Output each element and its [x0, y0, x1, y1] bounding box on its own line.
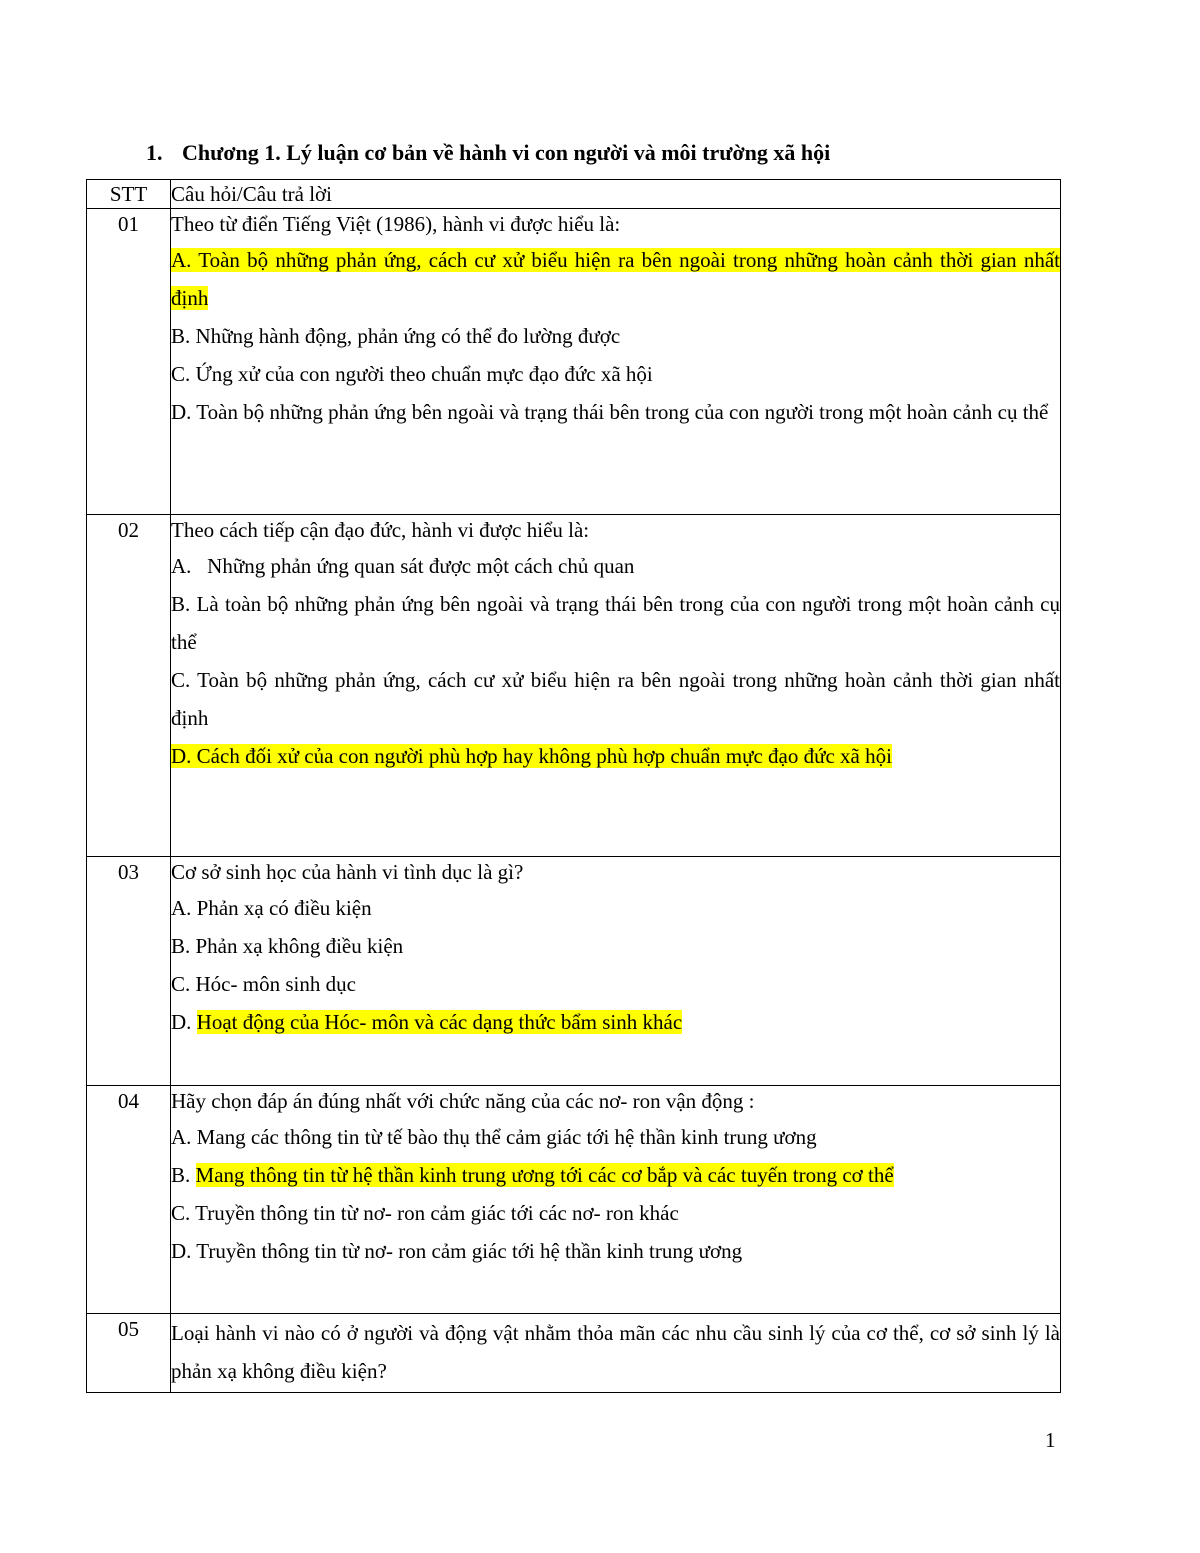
question-text: Theo từ điển Tiếng Việt (1986), hành vi được hiểu là: — [171, 212, 621, 236]
answer-option: B. Những hành động, phản ứng có thể đo lường được — [171, 324, 621, 348]
page-number: 1 — [1045, 1428, 1056, 1452]
row-stt: 05 — [87, 1314, 171, 1393]
row-content — [171, 515, 1061, 857]
table-header-row — [87, 180, 1061, 209]
section-heading — [146, 140, 830, 166]
answer-option — [171, 1156, 1060, 1194]
table-row — [87, 209, 1061, 515]
answer-option: C. Hóc- môn sinh dục — [171, 972, 356, 996]
table-row — [87, 515, 1061, 857]
answer-prefix: D. — [171, 1010, 197, 1034]
question-text: Cơ sở sinh học của hành vi tình dục là gì? — [171, 860, 524, 884]
row-content — [171, 1086, 1061, 1314]
answer-option: C. Ứng xử của con người theo chuẩn mực đạo đức xã hội — [171, 362, 653, 386]
question-text: Theo cách tiếp cận đạo đức, hành vi được hiểu là: — [171, 518, 590, 542]
answer-option: C. Toàn bộ những phản ứng, cách cư xử biểu hiện ra bên ngoài trong những hoàn cảnh thời gian nhất định — [171, 668, 1060, 730]
question-text: Loại hành vi nào có ở người và động vật nhằm thỏa mãn các nhu cầu sinh lý của cơ thể, cơ sở sinh lý là phản xạ không điều kiện? — [171, 1321, 1060, 1383]
answer-option: D. Truyền thông tin từ nơ- ron cảm giác tới hệ thần kinh trung ương — [171, 1239, 743, 1263]
table-row — [87, 1086, 1061, 1314]
row-content — [171, 209, 1061, 515]
answer-prefix: B. — [171, 1163, 196, 1187]
header-stt: STT — [87, 180, 171, 209]
answer-option-correct: Mang thông tin từ hệ thần kinh trung ương tới các cơ bắp và các tuyến trong cơ thể — [195, 1163, 894, 1187]
heading-number: 1. — [146, 140, 163, 165]
row-stt: 01 — [87, 209, 171, 515]
answer-option: A. Những phản ứng quan sát được một cách chủ quan — [171, 554, 635, 578]
answer-option-correct: A. Toàn bộ những phản ứng, cách cư xử biểu hiện ra bên ngoài trong những hoàn cảnh thời gian nhất định — [171, 248, 1060, 310]
row-stt: 02 — [87, 515, 171, 857]
heading-title: Chương 1. Lý luận cơ bản về hành vi con người và môi trường xã hội — [182, 140, 831, 165]
question-table — [86, 179, 1061, 1393]
answer-option: A. Phản xạ có điều kiện — [171, 896, 372, 920]
header-content: Câu hỏi/Câu trả lời — [171, 180, 1061, 209]
answer-option: B. Phản xạ không điều kiện — [171, 934, 404, 958]
row-content — [171, 1314, 1061, 1393]
answer-option: B. Là toàn bộ những phản ứng bên ngoài và trạng thái bên trong của con người trong một hoàn cảnh cụ thể — [171, 592, 1060, 654]
table-row — [87, 1314, 1061, 1393]
answer-option — [171, 1003, 1060, 1041]
answer-option: C. Truyền thông tin từ nơ- ron cảm giác tới các nơ- ron khác — [171, 1201, 679, 1225]
answer-option: A. Mang các thông tin từ tế bào thụ thể cảm giác tới hệ thần kinh trung ương — [171, 1125, 817, 1149]
answer-option-correct: D. Cách đối xử của con người phù hợp hay không phù hợp chuẩn mực đạo đức xã hội — [171, 744, 892, 768]
row-stt: 03 — [87, 857, 171, 1086]
answer-option: D. Toàn bộ những phản ứng bên ngoài và trạng thái bên trong của con người trong một hoàn cảnh cụ thể — [171, 400, 1049, 424]
row-content — [171, 857, 1061, 1086]
answer-option-correct: Hoạt động của Hóc- môn và các dạng thức bẩm sinh khác — [196, 1010, 683, 1034]
question-text: Hãy chọn đáp án đúng nhất với chức năng của các nơ- ron vận động : — [171, 1089, 755, 1113]
table-row — [87, 857, 1061, 1086]
row-stt: 04 — [87, 1086, 171, 1314]
